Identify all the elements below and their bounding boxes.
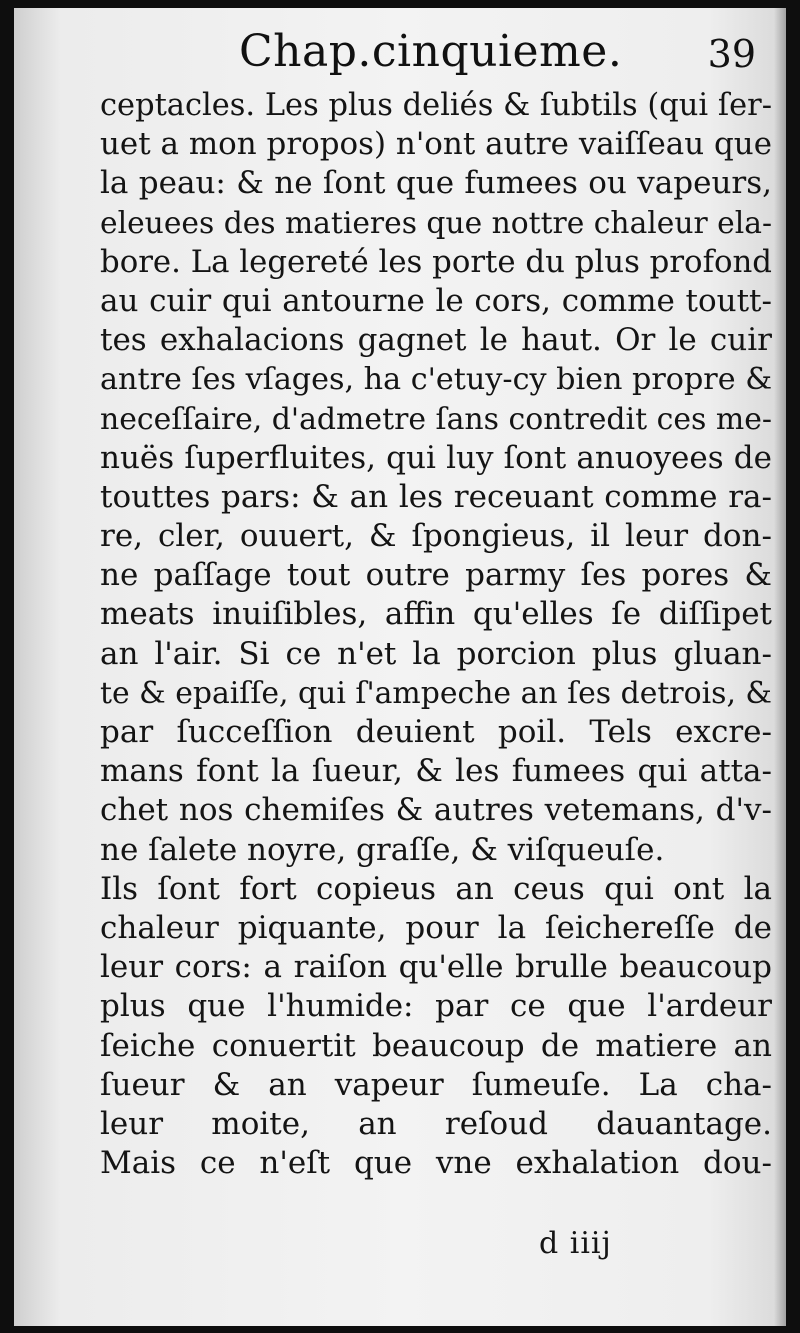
text-line: te & epaiſſe, qui ſ'ampeche an ſes detrois, & — [100, 675, 772, 711]
text-line: ſeiche conuertit beaucoup de matiere an — [100, 1027, 772, 1064]
text-line: an l'air. Si ce n'et la porcion plus gluan- — [100, 635, 772, 672]
text-line: antre ſes vſages, ha c'etuy-cy bien propre & — [100, 362, 773, 398]
text-line: leur cors: a raiſon qu'elle brulle beaucoup — [100, 949, 772, 986]
body-text — [100, 86, 772, 1183]
text-line: par ſucceſſion deuient poil. Tels excre- — [100, 714, 772, 750]
chapter-title: Chap.cinquieme. — [239, 26, 623, 77]
text-line: touttes pars: & an les receuant comme ra- — [100, 478, 772, 515]
page-number: 39 — [707, 32, 756, 76]
book-page — [14, 8, 786, 1326]
text-line: Mais ce n'eſt que vne exhalation dou- — [100, 1145, 772, 1182]
text-line: ne paſſage tout outre parmy ſes pores & — [100, 557, 772, 594]
text-line: nuës ſuperfluites, qui luy ſont anuoyees de — [100, 439, 772, 476]
text-line: ne ſalete noyre, graſſe, & viſqueuſe. — [100, 831, 665, 868]
running-head — [14, 22, 786, 82]
page-edge-shadow — [774, 8, 786, 1326]
text-line: au cuir qui antourne le cors, comme toutt- — [100, 282, 772, 319]
text-line: chaleur piquante, pour la ſeichereſſe de — [100, 909, 772, 946]
text-line: ſueur & an vapeur ſumeuſe. La cha- — [100, 1066, 772, 1103]
text-line: mans font la ſueur, & les fumees qui atta- — [100, 753, 772, 790]
text-line: plus que l'humide: par ce que l'ardeur — [100, 988, 772, 1025]
text-line: ceptacles. Les plus deliés & ſubtils (qui ſer- — [100, 88, 772, 123]
text-line: neceſſaire, d'admetre ſans contredit ces me- — [100, 401, 772, 437]
text-line: la peau: & ne ſont que fumees ou vapeurs, — [100, 165, 772, 202]
text-line: uet a mon propos) n'ont autre vaiſſeau que — [100, 126, 772, 163]
text-line: bore. La legereté les porte du plus profond — [100, 243, 772, 280]
text-line: re, cler, ouuert, & ſpongieus, il leur don- — [100, 518, 772, 555]
text-line: meats inuiſibles, affin qu'elles ſe diſſipet — [100, 596, 772, 633]
text-line: Ils ſont fort copieus an ceus qui ont la — [100, 870, 772, 907]
text-line: chet nos chemiſes & autres vetemans, d'v- — [100, 792, 772, 829]
text-line: leur moite, an reſoud dauantage. — [100, 1105, 772, 1142]
text-line: tes exhalacions gagnet le haut. Or le cuir — [100, 322, 772, 359]
signature-mark: d iiij — [539, 1226, 612, 1261]
text-line: eleuees des matieres que nottre chaleur ela- — [100, 205, 773, 241]
